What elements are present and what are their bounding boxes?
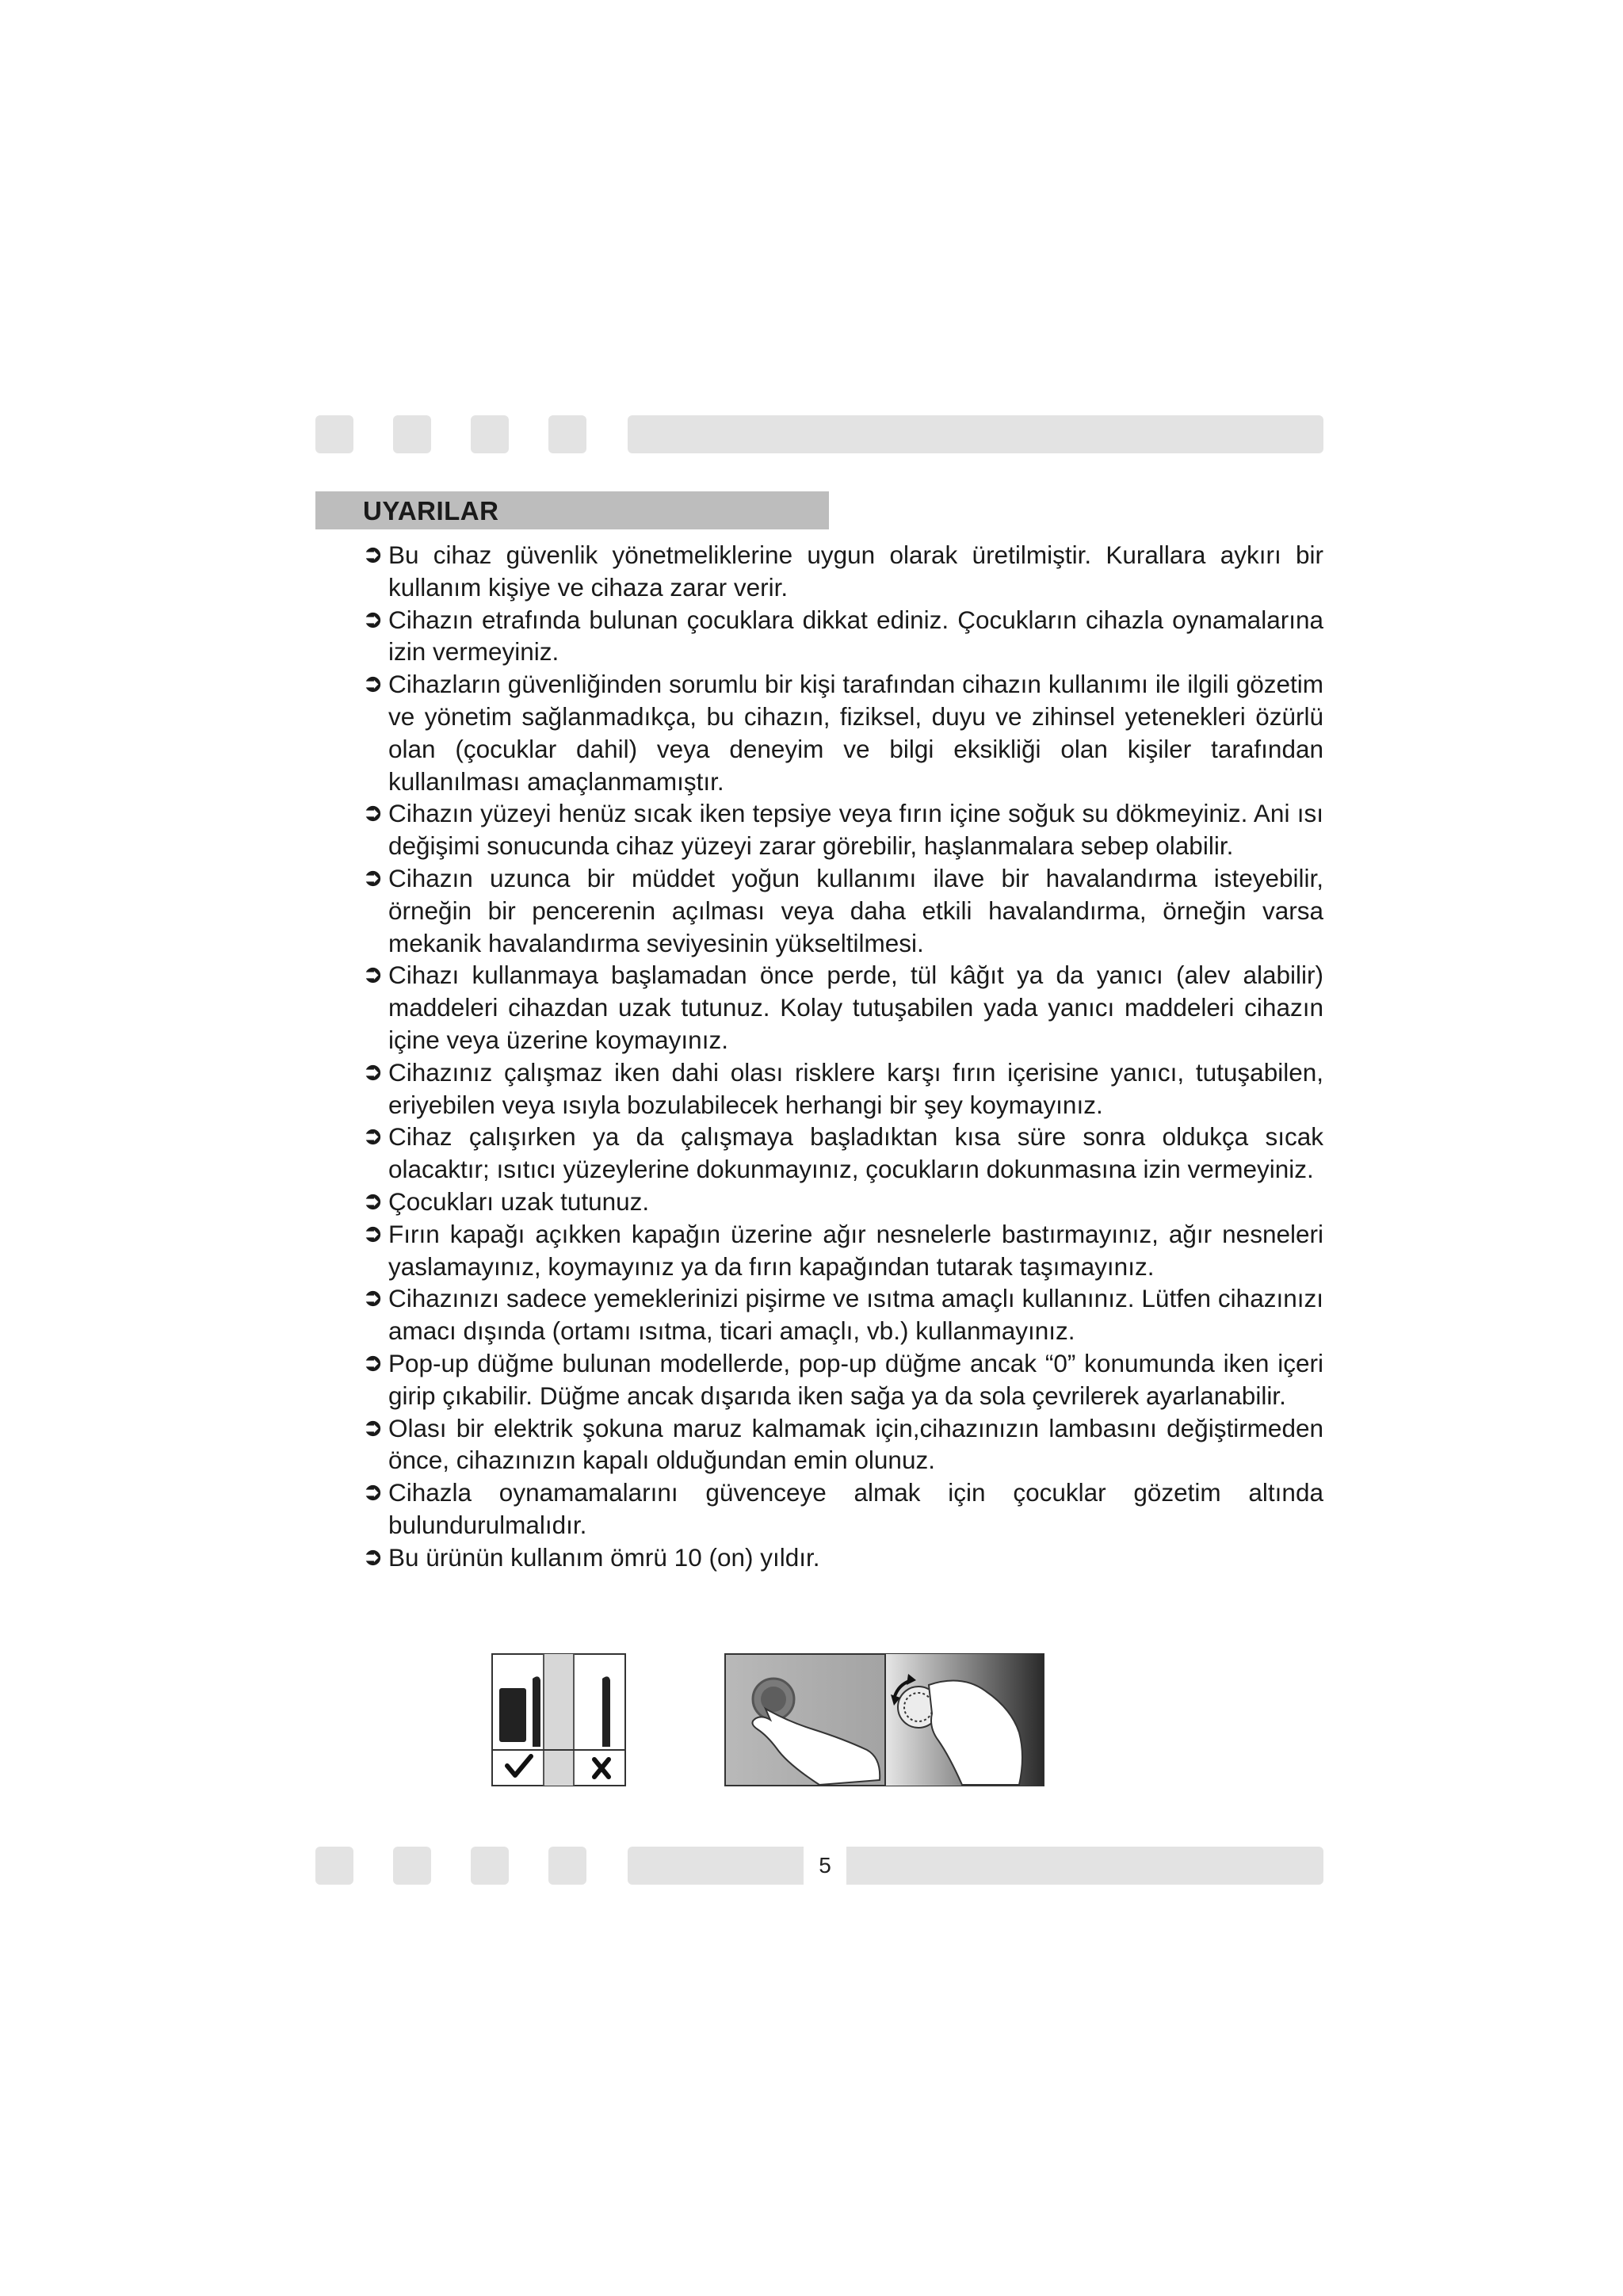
page-number: 5 <box>819 1853 831 1878</box>
arrow-bullet-icon: ➲ <box>363 1220 384 1247</box>
arrow-bullet-icon: ➲ <box>363 1058 384 1085</box>
warning-item: ➲ Bu ürünün kullanım ömrü 10 (on) yıldır. <box>363 1541 1323 1574</box>
footer-decor-square-3 <box>471 1847 509 1885</box>
warning-item: ➲ Cihazın uzunca bir müddet yoğun kullanımı ilave bir havalandırma isteyebilir, örneğin bir pencerenin açılması veya daha etkili havalandırma, örneğin varsa mekanik havalandırma seviyesinin yükseltilmesi. <box>363 863 1323 957</box>
header-decor-square-3 <box>471 415 509 453</box>
warnings-list <box>363 539 1323 1574</box>
warning-item: ➲ Cihazınız çalışmaz iken dahi olası risklere karşı fırın içerisine yanıcı, tutuşabilen, eriyebilen veya ısıyla bozulabilecek herhangi bir şey koymayınız. <box>363 1057 1323 1119</box>
warning-item: ➲ Cihazların güvenliğinden sorumlu bir kişi tarafından cihazın kullanımı ile ilgili gözetim ve yönetim sağlanmadıkça, bu cihazın, fiziksel, duyu ve zihinsel yetenekleri özürlü olan (çocuklar dahil) veya deneyim ve bilgi eksikliği olan kişiler tarafından kullanılması amaçlanmamıştır. <box>363 670 1323 796</box>
warning-item: ➲ Cihazınızı sadece yemeklerinizi pişirme ve ısıtma amaçlı kullanınız. Lütfen cihazınızı amacı dışında (ortamı ısıtma, ticari amaçlı, vb.) kullanmayınız. <box>363 1284 1323 1346</box>
oven-door-figure <box>491 1653 626 1786</box>
arrow-bullet-icon: ➲ <box>363 541 384 567</box>
door-icon <box>602 1676 610 1747</box>
header-decor-square-4 <box>548 415 586 453</box>
warning-item: ➲ Cihaz çalışırken ya da çalışmaya başladıktan kısa süre sonra oldukça sıcak olacaktır; ısıtıcı yüzeylerine dokunmayınız, çocukların dokunmasına izin vermeyiniz. <box>363 1122 1323 1184</box>
arrow-bullet-icon: ➲ <box>363 1285 384 1312</box>
footer-decor-bar-left <box>628 1847 804 1885</box>
arrow-bullet-icon: ➲ <box>363 800 384 827</box>
arrow-bullet-icon: ➲ <box>363 1543 384 1570</box>
warning-item: ➲ Olası bir elektrik şokuna maruz kalmamak için,cihazınızın lambasını değiştirmeden önce, cihazınızın kapalı olduğundan emin olunuz. <box>363 1413 1323 1475</box>
arrow-bullet-icon: ➲ <box>363 864 384 891</box>
warning-item: ➲ Çocukları uzak tutunuz. <box>363 1186 1323 1218</box>
section-heading: UYARILAR <box>363 496 499 525</box>
popup-knob-diagram <box>724 1653 1044 1786</box>
header-decor-bar <box>628 415 1323 453</box>
popup-knob-figure <box>724 1653 1044 1786</box>
arrow-bullet-icon: ➲ <box>363 1123 384 1150</box>
header-decor-square-1 <box>315 415 353 453</box>
arrow-bullet-icon: ➲ <box>363 1187 384 1214</box>
footer-decor-square-4 <box>548 1847 586 1885</box>
warning-item: ➲ Fırın kapağı açıkken kapağın üzerine ağır nesnelerle bastırmayınız, ağır nesneleri yaslamayınız, koymayınız ya da fırın kapağından tutarak taşımayınız. <box>363 1219 1323 1281</box>
arrow-bullet-icon: ➲ <box>363 1479 384 1506</box>
arrow-bullet-icon: ➲ <box>363 1414 384 1441</box>
arrow-bullet-icon: ➲ <box>363 961 384 988</box>
warning-item: ➲ Bu cihaz güvenlik yönetmeliklerine uygun olarak üretilmiştir. Kurallara aykırı bir kullanım kişiye ve cihaza zarar verir. <box>363 541 1323 602</box>
footer-decor-square-2 <box>393 1847 431 1885</box>
footer-decor-bar-right <box>846 1847 1323 1885</box>
footer-decor-square-1 <box>315 1847 353 1885</box>
warning-item: ➲ Cihazla oynamamalarını güvenceye almak için çocuklar gözetim altında bulundurulmalıdır. <box>363 1478 1323 1539</box>
oven-door-diagram <box>491 1653 626 1786</box>
arrow-bullet-icon: ➲ <box>363 1349 384 1376</box>
header-decor-square-2 <box>393 415 431 453</box>
warning-item: ➲ Cihazın yüzeyi henüz sıcak iken tepsiye veya fırın içine soğuk su dökmeyiniz. Ani ısı değişimi sonucunda cihaz yüzeyi zarar görebilir, haşlanmalara sebep olabilir. <box>363 799 1323 861</box>
warning-item: ➲ Pop-up düğme bulunan modellerde, pop-up düğme ancak “0” konumunda iken içeri girip çıkabilir. Düğme ancak dışarıda iken sağa ya da sola çevrilerek ayarlanabilir. <box>363 1348 1323 1410</box>
arrow-bullet-icon: ➲ <box>363 606 384 632</box>
door-block-icon <box>499 1688 526 1742</box>
arrow-bullet-icon: ➲ <box>363 670 384 697</box>
warning-item: ➲ Cihazın etrafında bulunan çocuklara dikkat ediniz. Çocukların cihazla oynamalarına izin vermeyiniz. <box>363 605 1323 667</box>
warning-item: ➲ Cihazı kullanmaya başlamadan önce perde, tül kâğıt ya da yanıcı (alev alabilir) maddeleri cihazdan uzak tutunuz. Kolay tutuşabilen yada yanıcı maddeleri cihazın içine veya üzerine koymayınız. <box>363 961 1323 1054</box>
